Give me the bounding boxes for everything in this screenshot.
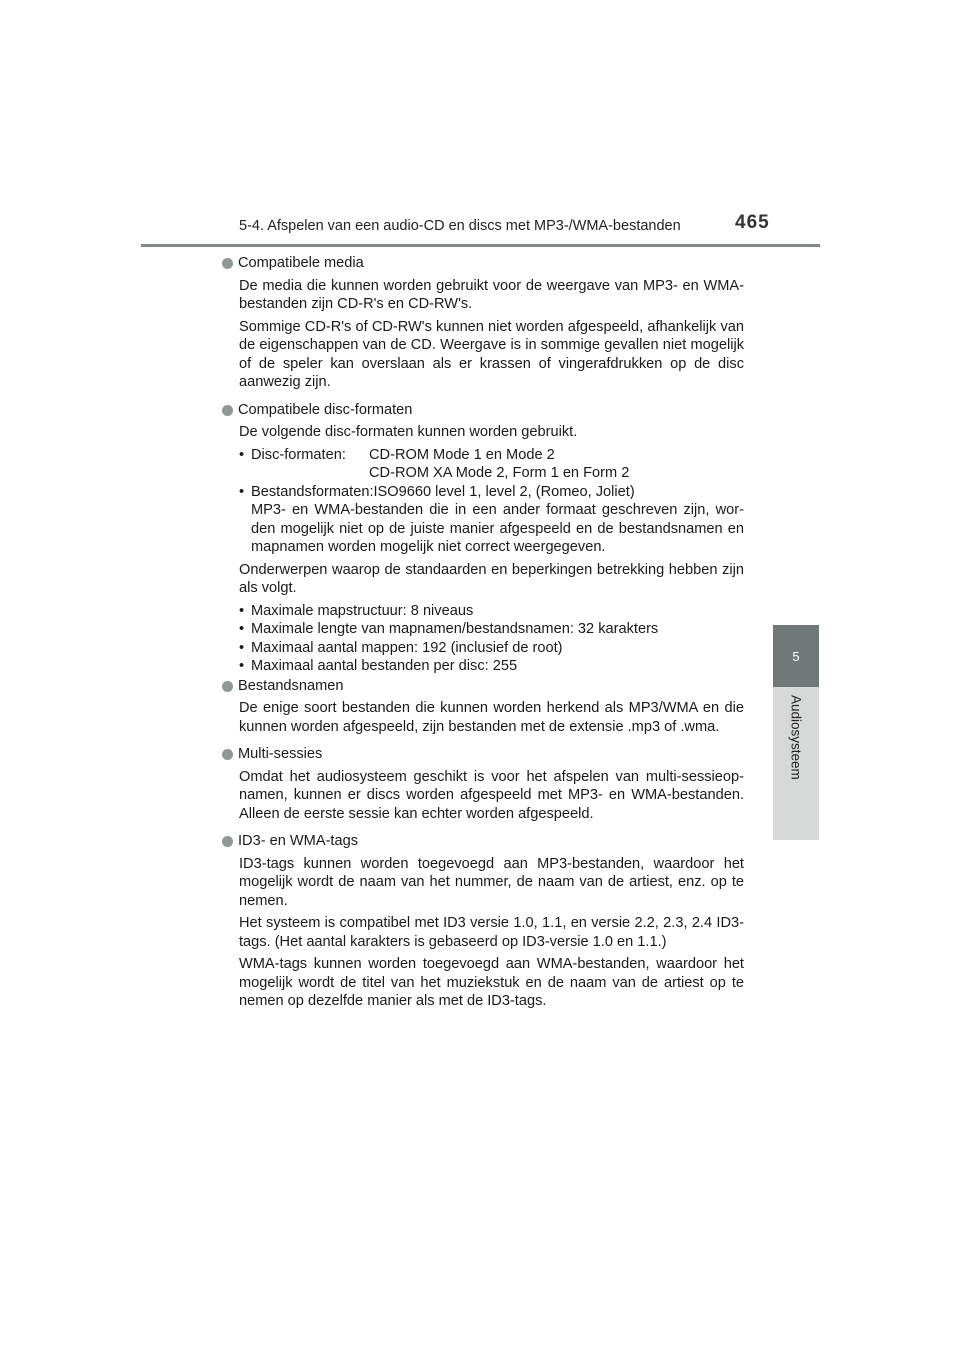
bullet-dot-icon <box>222 258 233 269</box>
list-item: • Maximale lengte van mapnamen/bestandsnamen: 32 karakters <box>239 621 659 637</box>
bullet-dot-icon <box>222 405 233 416</box>
list-item: • Maximaal aantal mappen: 192 (inclusief de root) <box>239 639 563 656</box>
section-heading-multisession: Multi-sessies <box>222 745 744 764</box>
section-heading-formats: Compatibele disc-formaten <box>222 401 744 420</box>
chapter-tab-label-text: Audiosysteem <box>788 695 804 780</box>
limits-list <box>239 602 744 676</box>
page-content <box>222 254 744 1011</box>
disc-format-label: Disc-formaten: <box>251 446 346 463</box>
file-format-value: Bestandsformaten:ISO9660 level 1, level 2, (Romeo, Joliet) <box>251 483 635 500</box>
list-item: • Maximaal aantal bestanden per disc: 255 <box>239 658 518 674</box>
section-heading-media: Compatibele media <box>222 254 744 273</box>
bullet-dot-icon <box>222 836 233 847</box>
paragraph: Onderwerpen waarop de standaarden en beperkingen betrekking hebben zijn als volgt. <box>239 561 744 596</box>
disc-format-value: CD-ROM Mode 1 en Mode 2 <box>369 446 555 463</box>
page-number: 465 <box>735 212 770 233</box>
paragraph: Omdat het audiosysteem geschikt is voor het afspelen van multi-sessieop-namen, kunnen er discs worden afgespeeld met MP3- en WMA-bestanden. Alleen de eerste sessie kan echter worden afgespeeld. <box>239 768 744 822</box>
paragraph: ID3-tags kunnen worden toegevoegd aan MP3-bestanden, waardoor het mogelijk wordt de naam van het nummer, de naam van de artiest, enz. op te nemen. <box>239 855 744 909</box>
section-heading-filenames: Bestandsnamen <box>222 677 744 696</box>
list-bullet: • <box>239 446 245 463</box>
bullet-dot-icon <box>222 681 233 692</box>
section-heading-tags: ID3- en WMA-tags <box>222 832 744 851</box>
header-divider <box>141 244 820 247</box>
list-bullet: • <box>239 639 245 656</box>
paragraph: De media die kunnen worden gebruikt voor de weergave van MP3- en WMA-bestanden zijn CD-R's en CD-RW's. <box>239 277 744 312</box>
list-bullet: • <box>239 658 245 674</box>
chapter-tab-label[interactable] <box>773 687 819 840</box>
paragraph: De enige soort bestanden die kunnen worden herkend als MP3/WMA en die kunnen worden afgespeeld, zijn bestanden met de extensie .mp3 of .wma. <box>239 700 744 735</box>
chapter-tab-number[interactable]: 5 <box>773 625 819 687</box>
paragraph: Het systeem is compatibel met ID3 versie 1.0, 1.1, en versie 2.2, 2.3, 2.4 ID3-tags. (Het aantal karakters is gebaseerd op ID3-versie 1.0 en 1.1.) <box>239 915 744 950</box>
list-bullet: • <box>239 602 245 619</box>
bullet-dot-icon <box>222 749 233 760</box>
list-item <box>239 446 744 483</box>
section-header-title: 5-4. Afspelen van een audio-CD en discs met MP3-/WMA-bestanden <box>239 218 681 234</box>
paragraph: WMA-tags kunnen worden toegevoegd aan WMA-bestanden, waardoor het mogelijk wordt de titel van het muziekstuk en de naam van de artiest op te nemen op dezelfde manier als met de ID3-tags. <box>239 956 744 1009</box>
disc-format-value: CD-ROM XA Mode 2, Form 1 en Form 2 <box>369 465 630 481</box>
file-format-note: MP3- en WMA-bestanden die in een ander formaat geschreven zijn, wor-den mogelijk niet op de juiste manier afgespeeld en de bestandsnamen en mapnamen worden mogelijk niet correct weergegeven. <box>251 502 744 555</box>
paragraph: Sommige CD-R's of CD-RW's kunnen niet worden afgespeeld, afhankelijk van de eigenschappen van de CD. Weergave is in sommige gevallen niet mogelijk of de speler kan overslaan als er krassen of vingerafdrukken op de disc aanwezig zijn. <box>239 318 744 390</box>
list-item: • Maximale mapstructuur: 8 niveaus <box>239 602 474 619</box>
list-item <box>239 483 744 557</box>
format-list <box>239 446 744 557</box>
paragraph: De volgende disc-formaten kunnen worden gebruikt. <box>239 424 578 440</box>
list-bullet: • <box>239 483 245 500</box>
list-bullet: • <box>239 621 245 637</box>
